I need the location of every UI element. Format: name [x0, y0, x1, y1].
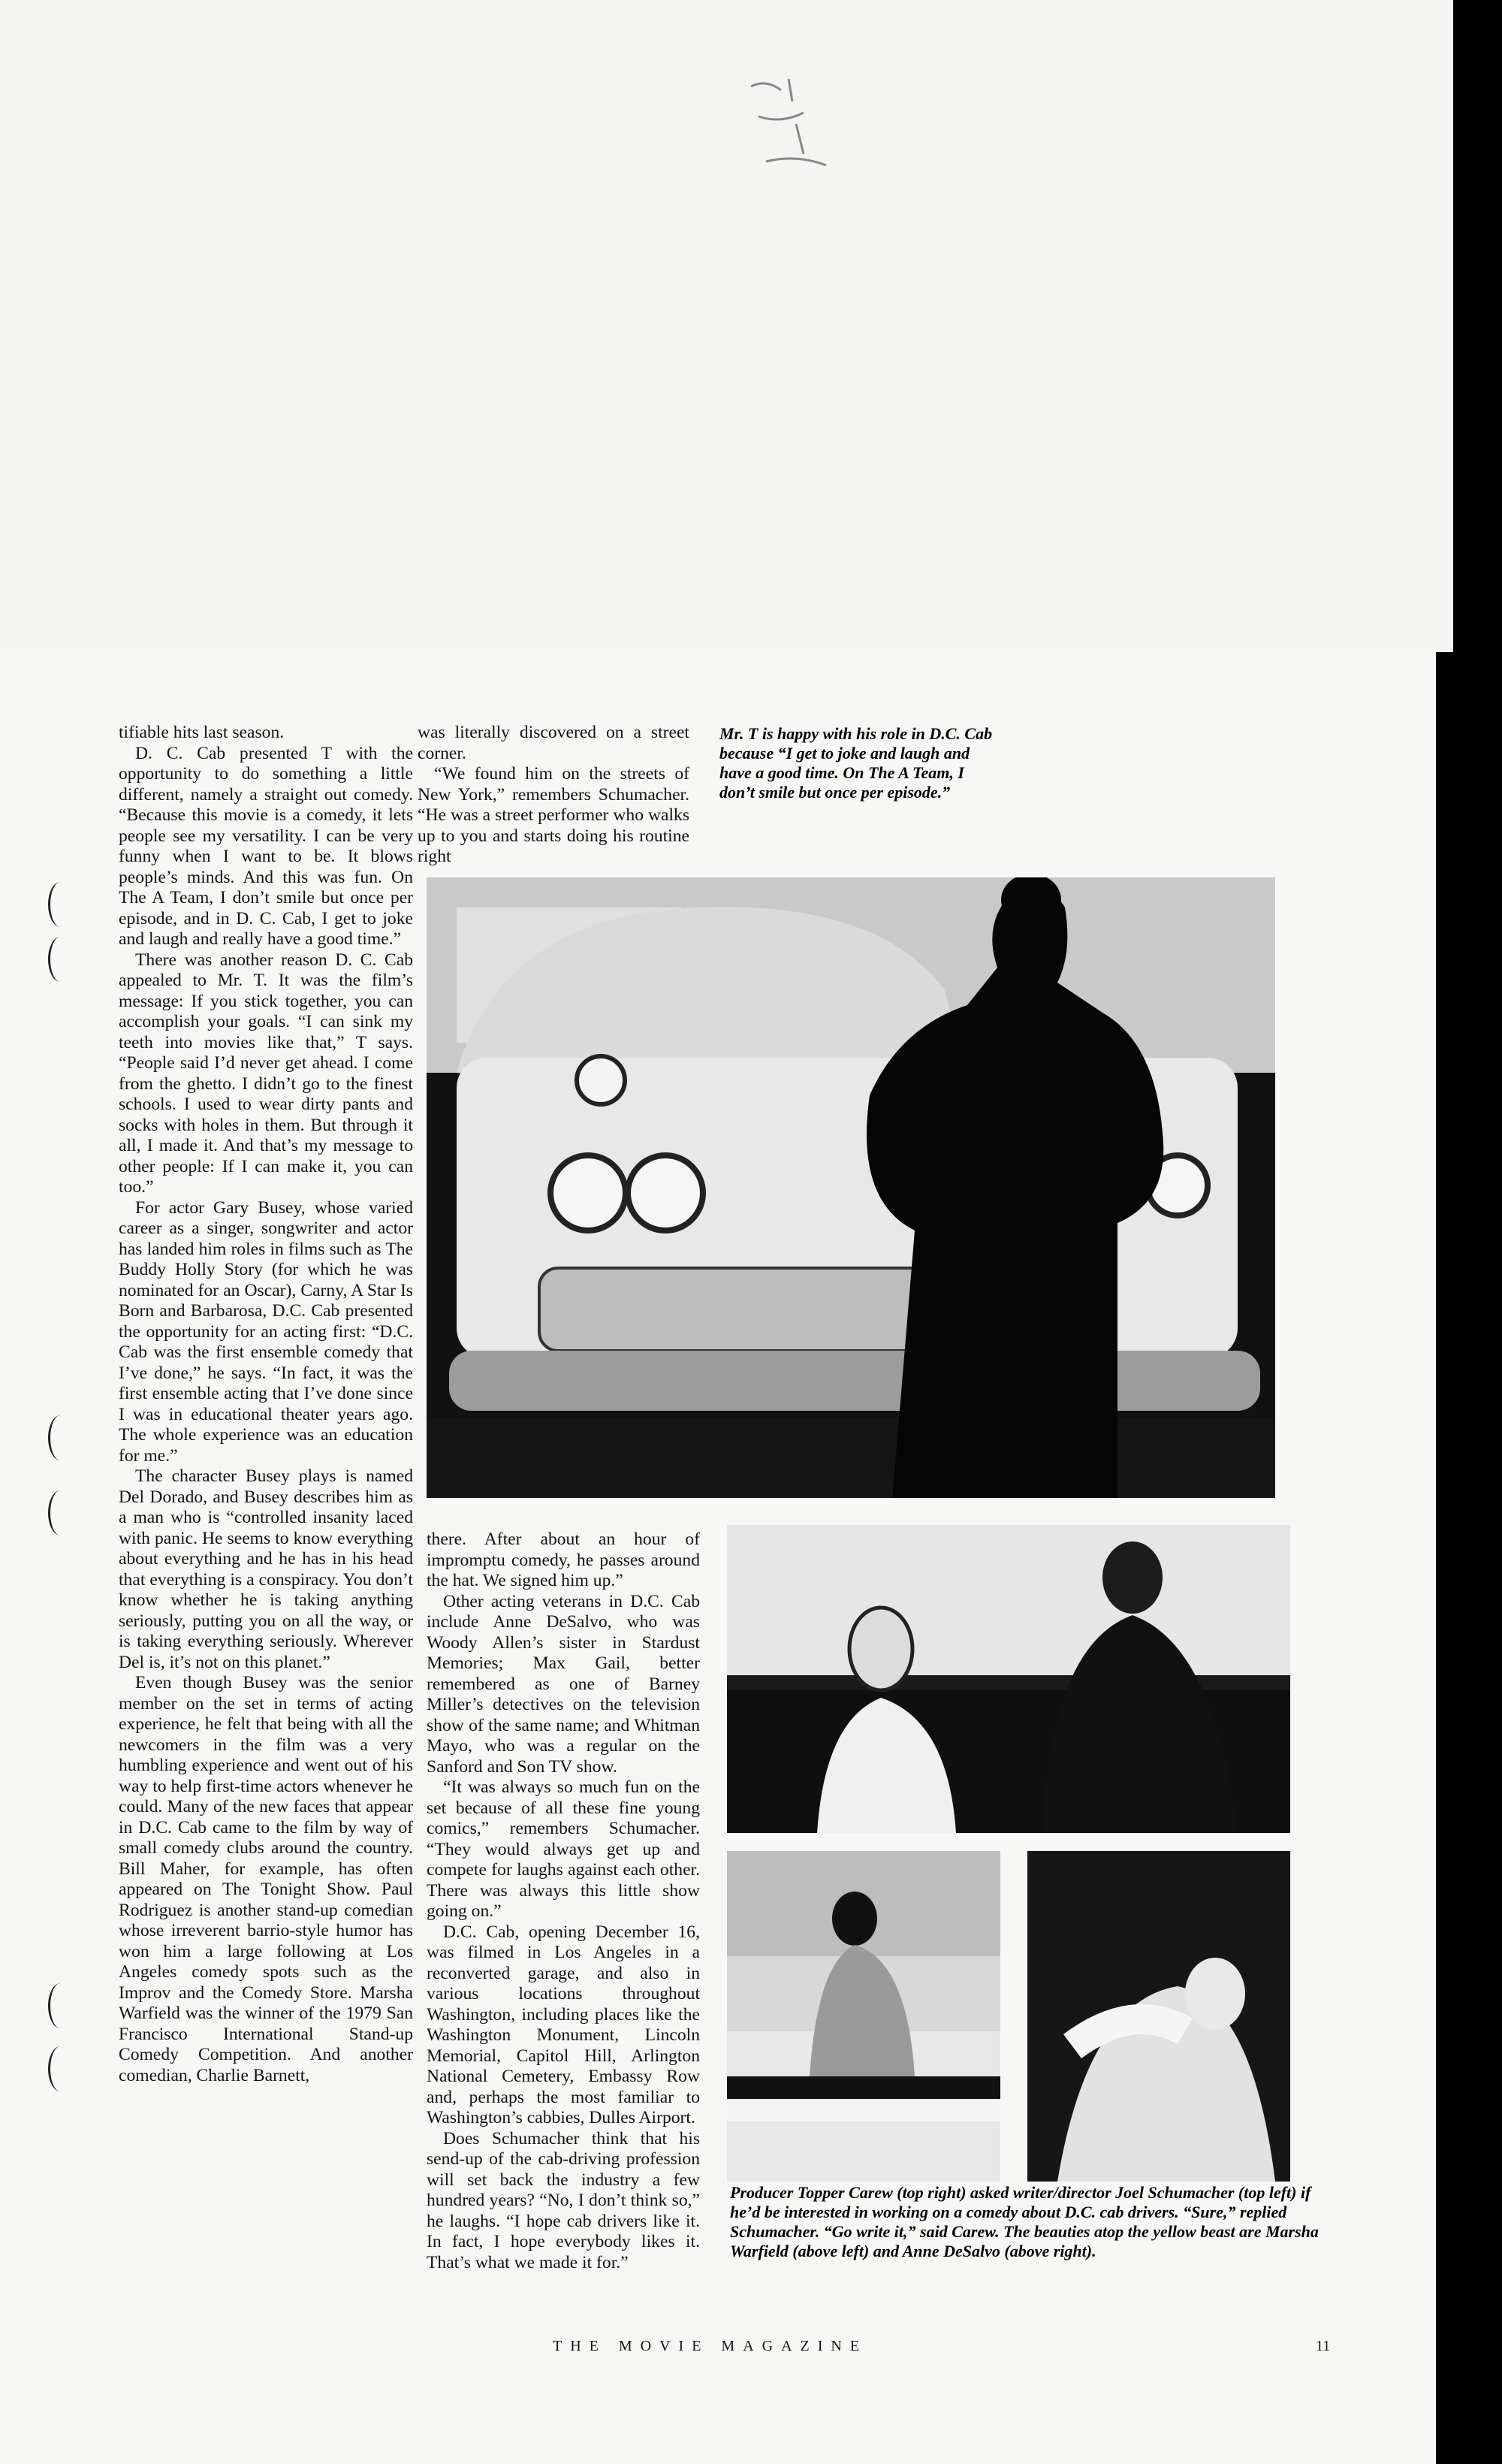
article-column-middle-bottom: [427, 1529, 700, 2273]
photo-producer-and-director-image: [727, 1525, 1290, 1833]
article-paragraph: there. After about an hour of impromptu comedy, he passes around the hat. We signed him up.”: [427, 1529, 700, 1590]
page-footer: [0, 2338, 1436, 2360]
article-paragraph: There was another reason D. C. Cab appealed to Mr. T. It was the film’s message: If you stick together, you can accomplish your goals. “I can sink my teeth into movies like that,” T says. “People said I’d never get ahead. I come from the ghetto. I didn’t go to the finest schools. I used to wear dirty pants and socks with holes in them. But through it all, I made it. And that’s my message to other people: If I can make it, you can too.”: [119, 950, 413, 1197]
binding-hole-mark: [48, 1490, 73, 1535]
binding-hole-mark: [48, 2046, 73, 2091]
photo-caption-top: Mr. T is happy with his role in D.C. Cab because “I get to joke and laugh and have a good time. On The A Team, I don’t smile but once per episode.”: [719, 724, 993, 802]
article-paragraph: Other acting veterans in D.C. Cab include Anne DeSalvo, who was Woody Allen’s sister in Stardust Memories; Max Gail, better remembered as one of Barney Miller’s detectives on the television show of the same name; and Whitman Mayo, who was a regular on the Sanford and Son TV show.: [427, 1591, 700, 1777]
previous-page-sheet: [0, 0, 1453, 652]
article-paragraph: D. C. Cab presented T with the opportunity to do something a little different, namely a straight out comedy. “Because this movie is a comedy, it lets people see my versatility. I can be very funny when I want to be. It blows people’s minds. And this was fun. On The A Team, I don’t smile but once per episode, and in D. C. Cab, I get to joke and laugh and really have a good time.”: [119, 743, 413, 949]
binding-hole-mark: [48, 1983, 73, 2028]
page-number: 11: [1316, 2338, 1331, 2354]
article-paragraph: The character Busey plays is named Del Dorado, and Busey describes him as a man who is “controlled insanity laced with panic. He seems to know everything about everything and he has in his head that everything is a conspiracy. You don’t know whether he is taking anything seriously, putting you on all the way, or is taking everything seriously. Wherever Del is, it’s not on this planet.”: [119, 1466, 413, 1672]
photo-producer-and-director: [727, 1525, 1290, 1833]
article-column-middle-top: [418, 723, 689, 868]
photo-marsha-warfield-image: [727, 1851, 1000, 2182]
article-paragraph: “It was always so much fun on the set because of all these fine young comics,” remembers Schumacher. “They would always get up and compete for laughs against each other. There was always this little show going on.”: [427, 1777, 700, 1921]
article-column-left: [119, 723, 413, 2086]
article-paragraph: For actor Gary Busey, whose varied career as a singer, songwriter and actor has landed him roles in films such as The Buddy Holly Story (for which he was nominated for an Oscar), Carny, A Star Is Born and Barbarosa, D.C. Cab presented the opportunity for an acting first: “D.C. Cab was the first ensemble comedy that I’ve done,” he says. “In fact, it was the first ensemble acting that I’ve done since I was in educational theater years ago. The whole experience was an education for me.”: [119, 1197, 413, 1466]
article-paragraph: tifiable hits last season.: [119, 723, 285, 742]
article-paragraph: “We found him on the streets of New York,” remembers Schumacher. “He was a street performer who walks up to you and starts doing his routine right: [418, 764, 689, 866]
article-paragraph: Even though Busey was the senior member on the set in terms of acting experience, he felt that being with all the newcomers in the film was a very humbling experience and went out of his way to help first-time actors whenever he could. Many of the new faces that appear in D.C. Cab came to the film by way of small comedy clubs around the country. Bill Maher, for example, has often appeared on The Tonight Show. Paul Rodriguez is another stand-up comedian whose irreverent barrio-style humor has won him a large following at Los Angeles comedy spots such as the Improv and the Comedy Store. Marsha Warfield was the winner of the 1979 San Francisco International Stand-up Comedy Competition. And another comedian, Charlie Barnett,: [119, 1673, 413, 2085]
photo-caption-bottom: Producer Topper Carew (top right) asked writer/director Joel Schumacher (top left) if he’d be interested in working on a comedy about D.C. cab drivers. “Sure,” replied Schumacher. “Go write it,” said Carew. The beauties atop the yellow beast are Marsha Warfield (above left) and Anne DeSalvo (above right).: [730, 2183, 1319, 2260]
photo-marsha-warfield: [727, 1851, 1000, 2182]
binding-hole-mark: [48, 937, 73, 982]
pencil-scribble-mark: [743, 71, 856, 199]
photo-mr-t-with-cab: [427, 877, 1275, 1498]
binding-hole-mark: [48, 882, 73, 927]
photo-anne-desalvo: [1027, 1851, 1290, 2182]
photo-mr-t-with-cab-image: [427, 877, 1275, 1498]
binding-hole-mark: [48, 1415, 73, 1460]
article-paragraph: Does Schumacher think that his send-up of the cab-driving profession will set back the industry a few hundred years? “No, I don’t think so,” he laughs. “I hope cab drivers like it. In fact, I hope everybody likes it. That’s what we made it for.”: [427, 2128, 700, 2272]
photo-anne-desalvo-image: [1027, 1851, 1290, 2182]
article-paragraph: D.C. Cab, opening December 16, was filmed in Los Angeles in a reconverted garage, and also in various locations throughout Washington, including places like the Washington Monument, Lincoln Memorial, Capitol Hill, Arlington National Cemetery, Embassy Row and, perhaps the most familiar to Washington’s cabbies, Dulles Airport.: [427, 1922, 700, 2127]
article-paragraph: was literally discovered on a street corner.: [418, 723, 689, 763]
magazine-title: THE MOVIE MAGAZINE: [553, 2338, 868, 2354]
